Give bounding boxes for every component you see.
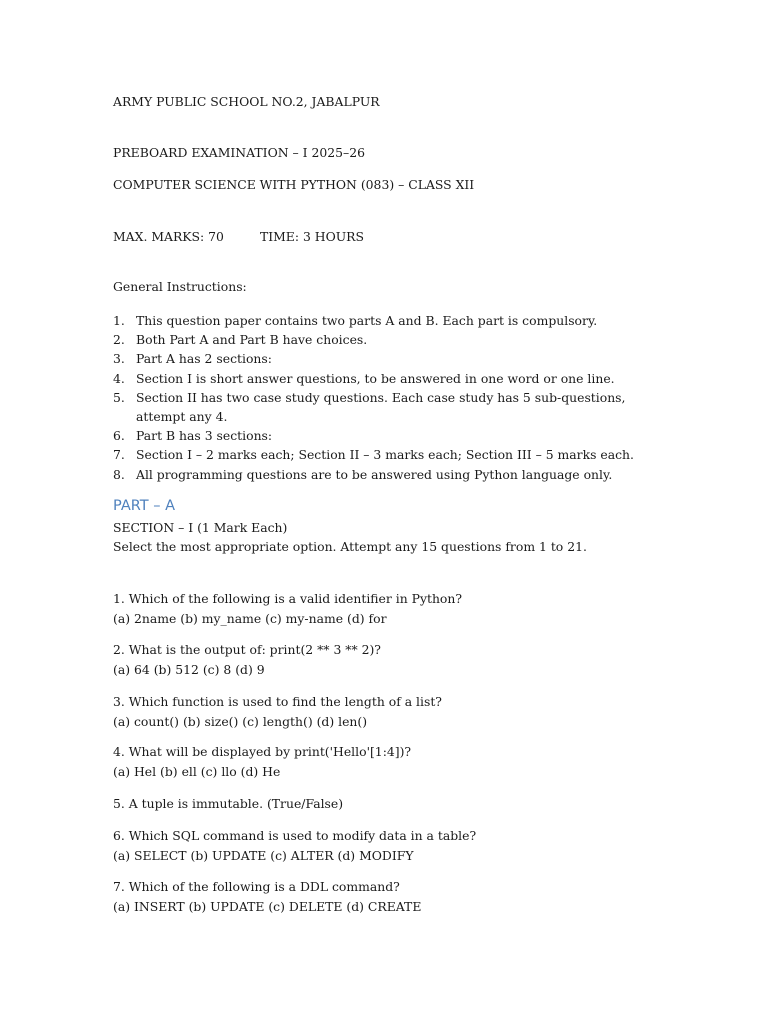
section-heading: SECTION – I (1 Mark Each) — [113, 520, 288, 535]
question-text: 3. Which function is used to find the length of a list? — [113, 694, 442, 709]
question-options: (a) 2name (b) my_name (c) my-name (d) for — [113, 610, 387, 626]
question-text: 1. Which of the following is a valid identifier in Python? — [113, 591, 463, 606]
instructions-list — [113, 311, 653, 484]
instruction-item: 4. Section I is short answer questions, to be answered in one word or one line. — [113, 370, 615, 386]
question-3 — [113, 692, 442, 731]
question-2 — [113, 640, 381, 679]
instruction-item: 8. All programming questions are to be answered using Python language only. — [113, 466, 613, 482]
part-a-heading: PART – A — [113, 498, 176, 514]
question-options: (a) INSERT (b) UPDATE (c) DELETE (d) CREATE — [113, 898, 422, 914]
question-text: 5. A tuple is immutable. (True/False) — [113, 796, 344, 811]
instructions-title: General Instructions: — [113, 279, 247, 294]
instruction-item: 6. Part B has 3 sections: — [113, 428, 273, 444]
time-allowed: TIME: 3 HOURS — [259, 229, 364, 244]
marks-time-row — [113, 229, 364, 245]
question-text: 4. What will be displayed by print('Hello'[1:4])? — [113, 744, 412, 759]
school-name: ARMY PUBLIC SCHOOL NO.2, JABALPUR — [113, 94, 380, 109]
instruction-item: 7. Section I – 2 marks each; Section II – 3 marks each; Section III – 5 marks each. — [113, 447, 634, 463]
max-marks: MAX. MARKS: 70 — [113, 229, 224, 244]
instruction-item: 5. Section II has two case study questions. Each case study has 5 sub-questions, attempt any 4. — [113, 389, 626, 425]
question-5 — [113, 794, 343, 814]
instruction-item: 2. Both Part A and Part B have choices. — [113, 332, 368, 348]
question-options: (a) count() (b) size() (c) length() (d) len() — [113, 713, 368, 729]
question-7 — [113, 877, 421, 916]
question-text: 2. What is the output of: print(2 ** 3 ** 2)? — [113, 642, 381, 657]
instruction-item: 1. This question paper contains two parts A and B. Each part is compulsory. — [113, 313, 598, 328]
section-direction: Select the most appropriate option. Attempt any 15 questions from 1 to 21. — [113, 539, 587, 554]
question-options: (a) Hel (b) ell (c) llo (d) He — [113, 763, 281, 779]
question-text: 7. Which of the following is a DDL command? — [113, 879, 400, 894]
question-options: (a) 64 (b) 512 (c) 8 (d) 9 — [113, 661, 265, 677]
subject-title: COMPUTER SCIENCE WITH PYTHON (083) – CLASS XII — [113, 177, 475, 192]
question-1 — [113, 589, 462, 628]
exam-title: PREBOARD EXAMINATION – I 2025–26 — [113, 145, 365, 160]
instruction-item: 3. Part A has 2 sections: — [113, 351, 272, 367]
question-6 — [113, 826, 476, 865]
question-options: (a) SELECT (b) UPDATE (c) ALTER (d) MODIFY — [113, 847, 414, 863]
question-4 — [113, 742, 411, 781]
question-text: 6. Which SQL command is used to modify data in a table? — [113, 828, 477, 843]
